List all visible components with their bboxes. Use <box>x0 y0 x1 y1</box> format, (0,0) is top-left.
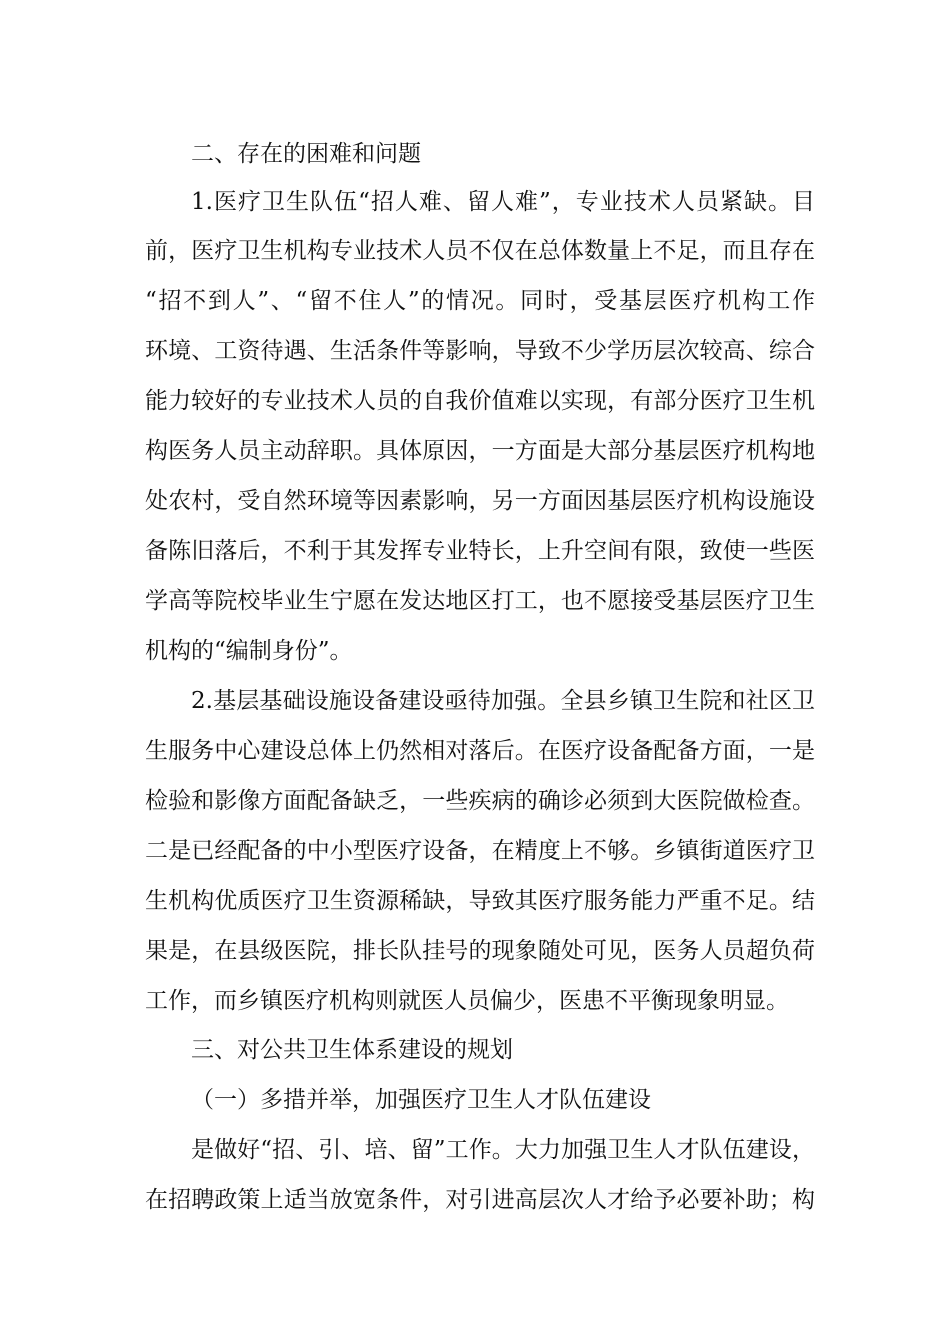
paragraph-line: 前，医疗卫生机构专业技术人员不仅在总体数量上不足，而且存在 <box>145 238 815 264</box>
section-heading-planning: 三、对公共卫生体系建设的规划 <box>191 1037 513 1063</box>
paragraph-line: 学高等院校毕业生宁愿在发达地区打工，也不愿接受基层医疗卫生 <box>145 588 815 614</box>
paragraph-line: 构医务人员主动辞职。具体原因，一方面是大部分基层医疗机构地 <box>145 438 815 464</box>
paragraph-line: 果是，在县级医院，排长队挂号的现象随处可见，医务人员超负荷 <box>145 938 815 964</box>
paragraph-line: 2.基层基础设施设备建设亟待加强。全县乡镇卫生院和社区卫 <box>191 688 815 714</box>
paragraph-line: 工作，而乡镇医疗机构则就医人员偏少，医患不平衡现象明显。 <box>145 988 789 1014</box>
paragraph-line: 处农村，受自然环境等因素影响，另一方面因基层医疗机构设施设 <box>145 488 815 514</box>
paragraph-line: “招不到人”、“留不住人”的情况。同时，受基层医疗机构工作 <box>145 288 815 314</box>
paragraph-line: 能力较好的专业技术人员的自我价值难以实现，有部分医疗卫生机 <box>145 388 815 414</box>
section-heading-difficulties: 二、存在的困难和问题 <box>191 141 421 167</box>
paragraph-line: 生服务中心建设总体上仍然相对落后。在医疗设备配备方面，一是 <box>145 738 815 764</box>
subsection-heading: （一）多措并举，加强医疗卫生人才队伍建设 <box>191 1087 651 1113</box>
paragraph-line: 环境、工资待遇、生活条件等影响，导致不少学历层次较高、综合 <box>145 338 815 364</box>
paragraph-line: 备陈旧落后，不利于其发挥专业特长，上升空间有限，致使一些医 <box>145 538 815 564</box>
paragraph-line: 机构的“编制身份”。 <box>145 638 353 664</box>
paragraph-line: 二是已经配备的中小型医疗设备，在精度上不够。乡镇街道医疗卫 <box>145 838 815 864</box>
paragraph-line: 是做好“招、引、培、留”工作。大力加强卫生人才队伍建设， <box>191 1137 815 1163</box>
paragraph-line: 在招聘政策上适当放宽条件，对引进高层次人才给予必要补助；构 <box>145 1187 815 1213</box>
paragraph-line: 生机构优质医疗卫生资源稀缺，导致其医疗服务能力严重不足。结 <box>145 888 815 914</box>
paragraph-line: 检验和影像方面配备缺乏，一些疾病的确诊必须到大医院做检查。 <box>145 788 815 814</box>
paragraph-line: 1.医疗卫生队伍“招人难、留人难”，专业技术人员紧缺。目 <box>191 189 815 215</box>
